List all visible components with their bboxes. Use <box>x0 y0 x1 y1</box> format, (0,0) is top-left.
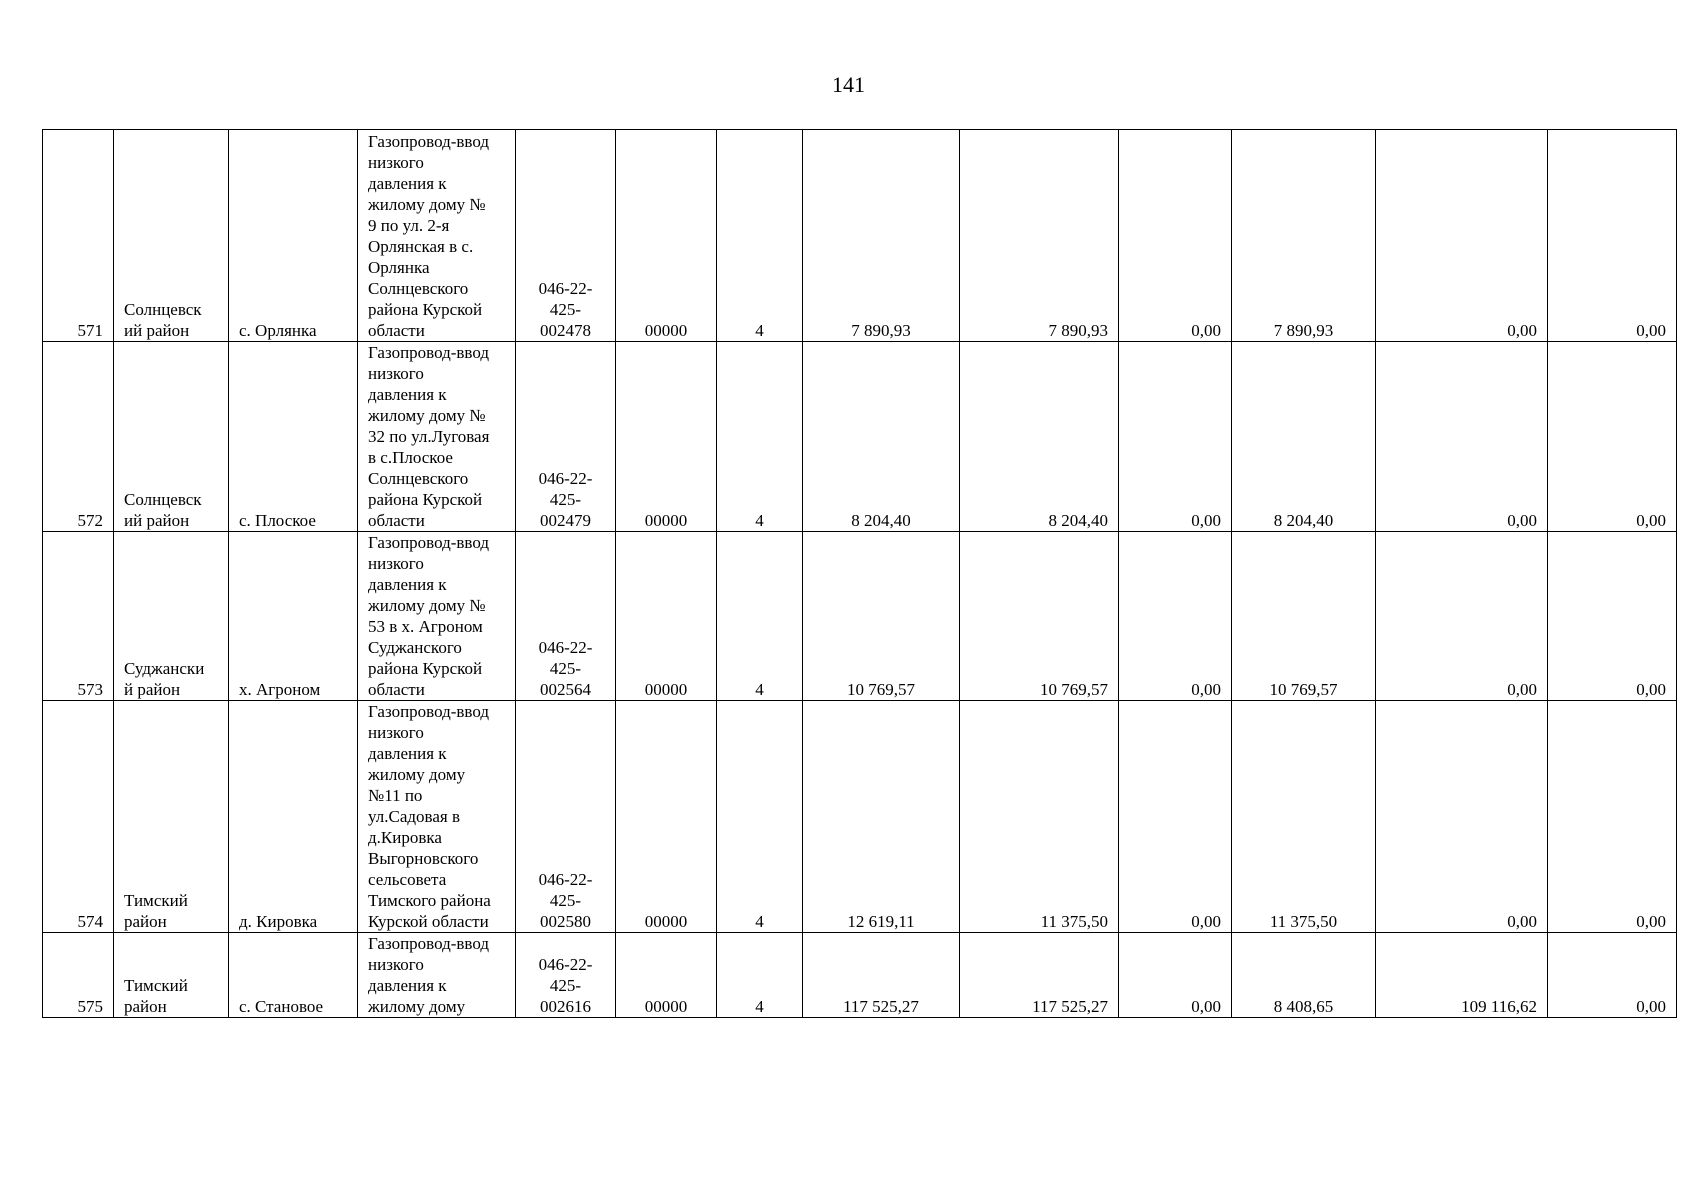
v3-text: 0,00 <box>1191 321 1221 340</box>
reg-text: 046-22- 425- 002564 <box>538 638 593 699</box>
value-cell-2 <box>960 933 1119 1018</box>
page-number: 141 <box>832 72 865 97</box>
district-cell <box>114 342 229 532</box>
district-cell <box>114 532 229 701</box>
value-cell-2 <box>960 532 1119 701</box>
value-cell-6 <box>1548 532 1677 701</box>
v1-text: 12 619,11 <box>847 912 915 931</box>
v3-text: 0,00 <box>1191 511 1221 530</box>
code-cell <box>616 701 717 933</box>
value-cell-1 <box>803 130 960 342</box>
value-cell-2 <box>960 130 1119 342</box>
v6-text: 0,00 <box>1636 321 1666 340</box>
code-cell <box>616 933 717 1018</box>
value-cell-6 <box>1548 130 1677 342</box>
value-cell-2 <box>960 701 1119 933</box>
district-text: Тимский район <box>124 891 188 931</box>
value-cell-5 <box>1376 130 1548 342</box>
v4-text: 10 769,57 <box>1269 680 1338 699</box>
row-number-cell <box>43 933 114 1018</box>
value-cell-1 <box>803 532 960 701</box>
v6-text: 0,00 <box>1636 997 1666 1016</box>
v4-text: 11 375,50 <box>1269 912 1338 931</box>
place-text: д. Кировка <box>239 912 318 931</box>
v6-text: 0,00 <box>1636 912 1666 931</box>
table-row <box>43 342 1677 532</box>
value-cell-4 <box>1232 532 1376 701</box>
cat-text: 4 <box>755 912 764 931</box>
place-text: х. Агроном <box>239 680 321 699</box>
object-name-cell <box>358 342 516 532</box>
v3-text: 0,00 <box>1191 912 1221 931</box>
registry-number-cell <box>516 532 616 701</box>
v5-text: 0,00 <box>1507 321 1537 340</box>
district-cell <box>114 701 229 933</box>
district-text: Солнцевск ий район <box>124 300 202 340</box>
value-cell-6 <box>1548 933 1677 1018</box>
num-text: 574 <box>77 912 103 931</box>
v3-text: 0,00 <box>1191 997 1221 1016</box>
reg-text: 046-22- 425- 002616 <box>538 955 593 1016</box>
code-text: 00000 <box>644 321 688 340</box>
cat-text: 4 <box>755 680 764 699</box>
cat-text: 4 <box>755 511 764 530</box>
row-number-cell <box>43 342 114 532</box>
v4-text: 8 204,40 <box>1273 511 1334 530</box>
district-cell <box>114 933 229 1018</box>
v3-text: 0,00 <box>1191 680 1221 699</box>
value-cell-1 <box>803 933 960 1018</box>
district-text: Суджански й район <box>124 659 205 699</box>
place-text: с. Становое <box>239 997 324 1016</box>
name-text: Газопровод-ввод низкого давления к жилому дому <box>368 934 489 1016</box>
cat-text: 4 <box>755 321 764 340</box>
value-cell-4 <box>1232 342 1376 532</box>
code-text: 00000 <box>644 680 688 699</box>
object-name-cell <box>358 532 516 701</box>
v5-text: 109 116,62 <box>1461 997 1537 1016</box>
value-cell-3 <box>1119 130 1232 342</box>
value-cell-3 <box>1119 701 1232 933</box>
row-number-cell <box>43 532 114 701</box>
place-text: с. Плоское <box>239 511 316 530</box>
object-name-cell <box>358 130 516 342</box>
v4-text: 8 408,65 <box>1273 997 1334 1016</box>
category-cell <box>717 532 803 701</box>
settlement-cell <box>229 933 358 1018</box>
name-text: Газопровод-ввод низкого давления к жилому дому №11 по ул.Садовая в д.Кировка Выгорновского сельсовета Тимского района Курской области <box>368 702 491 931</box>
value-cell-2 <box>960 342 1119 532</box>
reg-text: 046-22- 425- 002580 <box>538 870 593 931</box>
value-cell-5 <box>1376 933 1548 1018</box>
value-cell-4 <box>1232 701 1376 933</box>
value-cell-3 <box>1119 933 1232 1018</box>
category-cell <box>717 701 803 933</box>
registry-number-cell <box>516 342 616 532</box>
row-number-cell <box>43 701 114 933</box>
object-name-cell <box>358 701 516 933</box>
reg-text: 046-22- 425- 002478 <box>538 279 593 340</box>
district-text: Тимский район <box>124 976 188 1016</box>
v1-text: 7 890,93 <box>851 321 911 340</box>
table-row <box>43 532 1677 701</box>
value-cell-5 <box>1376 701 1548 933</box>
v5-text: 0,00 <box>1507 912 1537 931</box>
district-cell <box>114 130 229 342</box>
value-cell-3 <box>1119 532 1232 701</box>
settlement-cell <box>229 342 358 532</box>
category-cell <box>717 130 803 342</box>
num-text: 571 <box>77 321 103 340</box>
name-text: Газопровод-ввод низкого давления к жилому дому № 9 по ул. 2-я Орлянская в с. Орлянка Солнцевского района Курской области <box>368 132 489 340</box>
v2-text: 11 375,50 <box>1040 912 1108 931</box>
v1-text: 10 769,57 <box>847 680 915 699</box>
value-cell-4 <box>1232 933 1376 1018</box>
v5-text: 0,00 <box>1507 511 1537 530</box>
value-cell-3 <box>1119 342 1232 532</box>
code-cell <box>616 532 717 701</box>
v4-text: 7 890,93 <box>1273 321 1334 340</box>
value-cell-1 <box>803 342 960 532</box>
value-cell-1 <box>803 701 960 933</box>
object-name-cell <box>358 933 516 1018</box>
registry-table-body <box>43 130 1677 1018</box>
table-row <box>43 701 1677 933</box>
value-cell-6 <box>1548 701 1677 933</box>
v6-text: 0,00 <box>1636 511 1666 530</box>
code-text: 00000 <box>644 912 688 931</box>
v1-text: 8 204,40 <box>851 511 911 530</box>
registry-number-cell <box>516 130 616 342</box>
v2-text: 10 769,57 <box>1040 680 1108 699</box>
category-cell <box>717 933 803 1018</box>
v2-text: 117 525,27 <box>1032 997 1108 1016</box>
settlement-cell <box>229 701 358 933</box>
reg-text: 046-22- 425- 002479 <box>538 469 593 530</box>
table-row <box>43 130 1677 342</box>
num-text: 572 <box>77 511 103 530</box>
v5-text: 0,00 <box>1507 680 1537 699</box>
row-number-cell <box>43 130 114 342</box>
registry-number-cell <box>516 701 616 933</box>
v6-text: 0,00 <box>1636 680 1666 699</box>
num-text: 573 <box>77 680 103 699</box>
cat-text: 4 <box>755 997 764 1016</box>
value-cell-6 <box>1548 342 1677 532</box>
code-text: 00000 <box>644 511 688 530</box>
v2-text: 7 890,93 <box>1048 321 1108 340</box>
registry-table <box>42 129 1677 1018</box>
name-text: Газопровод-ввод низкого давления к жилому дому № 32 по ул.Луговая в с.Плоское Солнцевского района Курской области <box>368 343 490 530</box>
code-cell <box>616 130 717 342</box>
code-cell <box>616 342 717 532</box>
category-cell <box>717 342 803 532</box>
settlement-cell <box>229 130 358 342</box>
value-cell-4 <box>1232 130 1376 342</box>
district-text: Солнцевск ий район <box>124 490 202 530</box>
v2-text: 8 204,40 <box>1048 511 1108 530</box>
registry-number-cell <box>516 933 616 1018</box>
value-cell-5 <box>1376 342 1548 532</box>
table-row <box>43 933 1677 1018</box>
v1-text: 117 525,27 <box>843 997 919 1016</box>
settlement-cell <box>229 532 358 701</box>
code-text: 00000 <box>644 997 688 1016</box>
name-text: Газопровод-ввод низкого давления к жилому дому № 53 в х. Агроном Суджанского района Курской области <box>368 533 489 699</box>
num-text: 575 <box>77 997 103 1016</box>
value-cell-5 <box>1376 532 1548 701</box>
place-text: с. Орлянка <box>239 321 317 340</box>
